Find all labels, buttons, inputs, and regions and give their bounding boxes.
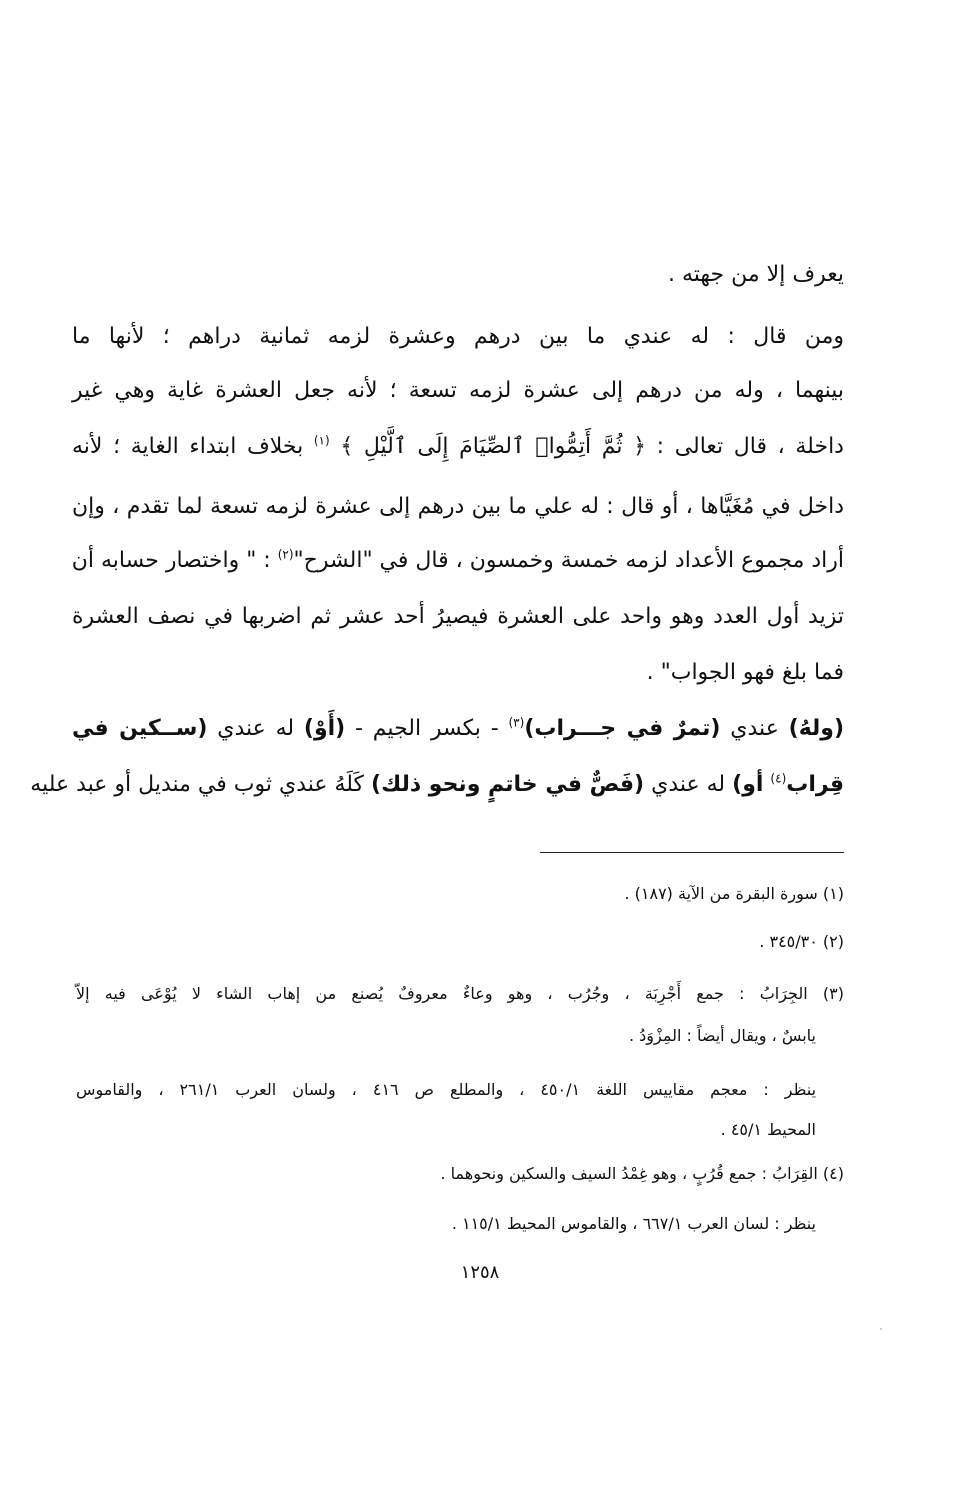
page-number: ١٢٥٨: [460, 1262, 500, 1283]
scan-speck: [880, 1328, 882, 1330]
matn-aw: (أَوْ): [303, 716, 346, 741]
text-kalahu-indi: كَلَهُ عندي ثوب في منديل أو عبد عليه: [30, 772, 365, 797]
matn-wa-lahu: (ولهُ): [788, 716, 845, 741]
matn-aw-close: أو): [732, 772, 764, 797]
body-line-6-head: أراد مجموع الأعداد لزمه خمسة وخمسون ، قال في "الشرح": [293, 548, 844, 573]
matn-qirab: قِراب: [786, 772, 844, 797]
footnote-1: (١) سورة البقرة من الآية (١٨٧) .: [624, 884, 844, 903]
footnote-mark-4: (٤): [770, 771, 787, 786]
footnote-3-line-1: (٣) الجِرَابُ : جمع أَجْرِبَة ، وجُرُب ، وهو وعاءٌ معروفٌ يُصنع من إهاب الشاء لا يُوْعَى فيه إلاّ: [76, 984, 844, 1003]
body-line-2: ومن قال : له عندي ما بين درهم وعشرة لزمه ثمانية دراهم ؛ لأنها ما: [72, 324, 844, 349]
body-line-1: يعرف إلا من جهته .: [667, 262, 844, 287]
text-indi: عندي: [730, 716, 779, 741]
footnote-3-line-2: يابسٌ ، ويقال أيضاً : المِزْوَدُ .: [628, 1026, 816, 1045]
body-line-5: داخل في مُغَيَّاها ، أو قال : له علي ما بين درهم إلى عشرة لزمه تسعة لما تقدم ، وإن: [72, 494, 844, 519]
footnote-mark-2: (٢): [277, 547, 294, 562]
text-bikasr-aljim: - بكسر الجيم -: [355, 716, 499, 741]
body-line-3: بينهما ، وله من درهم إلى عشرة لزمه تسعة ؛ لأنه جعل العشرة غاية وهي غير: [72, 378, 844, 403]
text-lahu-indi: له عندي: [217, 716, 295, 741]
footnote-3-ref-1: ينظر : معجم مقاييس اللغة ٤٥٠/١ ، والمطلع ص ٤١٦ ، ولسان العرب ٢٦١/١ ، والقاموس: [76, 1080, 817, 1099]
footnote-2: (٢) ٣٤٥/٣٠ .: [759, 932, 844, 951]
footnote-mark-1: (١): [313, 433, 330, 448]
body-line-6-tail: : " واختصار حسابه أن: [71, 548, 271, 573]
footnote-separator: [540, 852, 844, 853]
body-line-6: [72, 548, 844, 573]
body-line-4: [72, 434, 844, 459]
footnote-4-ref: ينظر : لسان العرب ٦٦٧/١ ، والقاموس المحيط ١١٥/١ .: [451, 1214, 816, 1233]
footnote-mark-3: (٣): [508, 715, 525, 730]
body-line-10: [30, 771, 844, 797]
body-line-4-tail: بخلاف ابتداء الغاية ؛ لأنه: [72, 434, 304, 459]
body-line-7: تزيد أول العدد وهو واحد على العشرة فيصيرُ أحد عشر ثم اضربها في نصف العشرة: [72, 604, 844, 629]
footnote-4: (٤) القِرَابُ : جمع قُرُبٍ ، وهو غِمْدُ السيف والسكين ونحوهما .: [440, 1164, 844, 1183]
footnote-3-ref-2: المحيط ٤٥/١ .: [720, 1120, 816, 1139]
body-line-9: [72, 716, 872, 741]
matn-fass-fi-khatam: (فَصٌّ في خاتمٍ ونحو ذلك): [371, 772, 645, 797]
matn-tamr-fi-jirab: (تمرٌ في جـــراب): [524, 716, 721, 741]
body-line-8: فما بلغ فهو الجواب" .: [646, 660, 844, 685]
quran-verse: داخلة ، قال تعالى : ﴿ ثُمَّ أَتِمُّوا۟ ٱلصِّيَامَ إِلَى ٱلَّيْلِ ﴾: [340, 434, 844, 459]
text-lahu-indi-2: له عندي: [651, 772, 726, 797]
matn-sikkin-fi: (ســكين في: [72, 716, 208, 741]
